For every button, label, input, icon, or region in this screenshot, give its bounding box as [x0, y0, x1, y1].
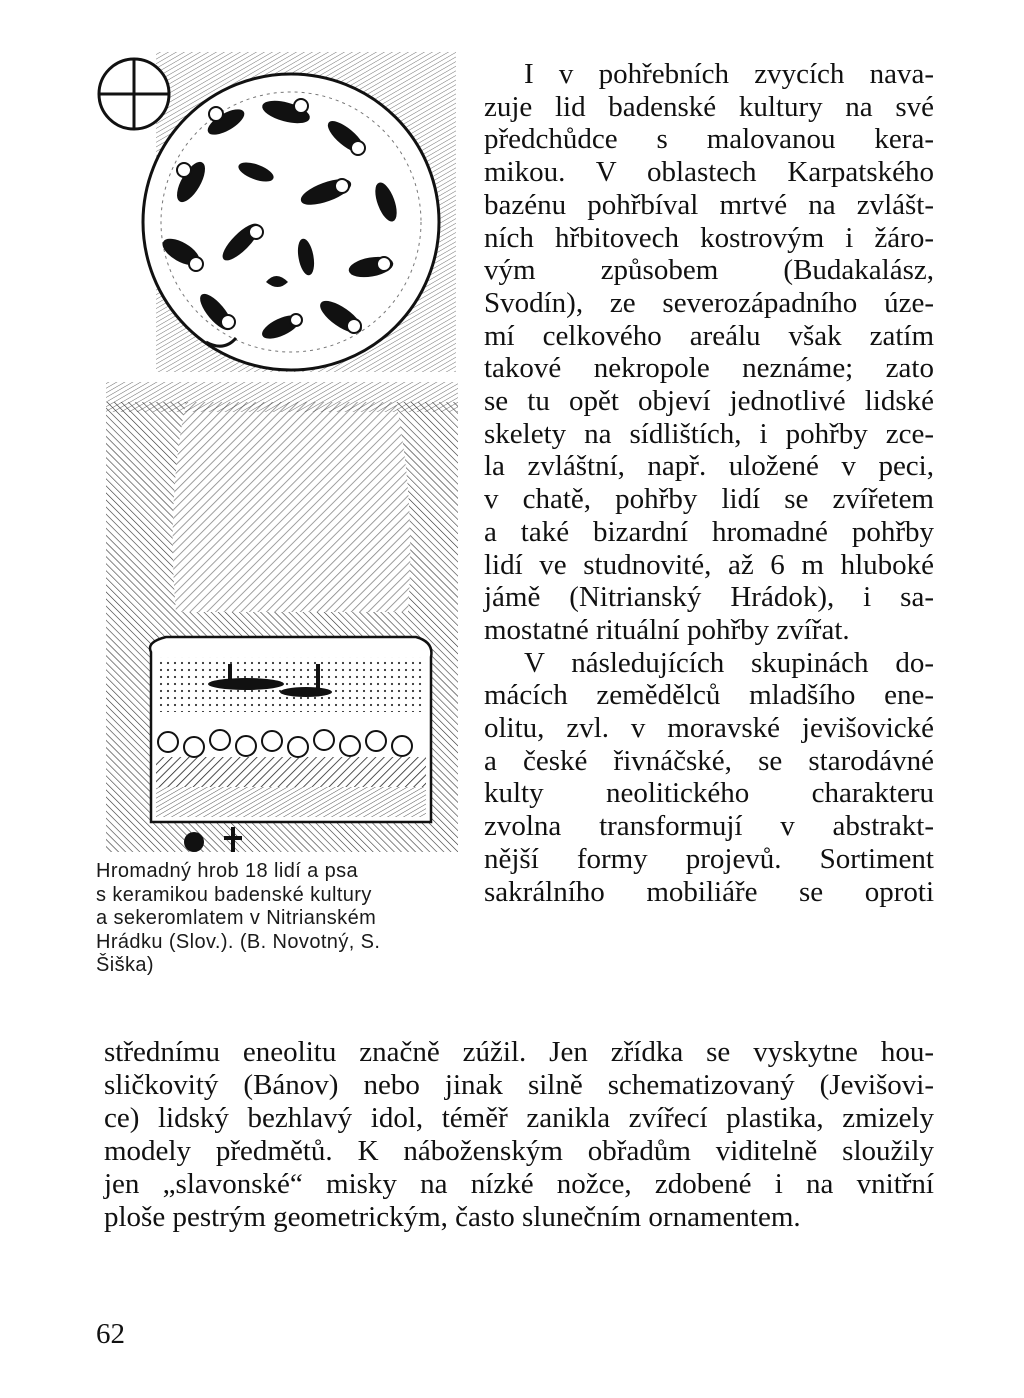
text-line: modely předmětů. K náboženským obřadům viditelně sloužily — [104, 1135, 934, 1167]
text-line: sličkovitý (Bánov) nebo jinak silně schematizovaný (Jevišovi- — [104, 1069, 934, 1101]
text-line: a také bizardní hromadné pohřby — [484, 515, 934, 548]
body-text-full-width — [104, 1036, 934, 1234]
pit-section — [106, 382, 458, 852]
text-line: jen „slavonské“ misky na nízké nožce, zdobené i na vnitřní — [104, 1168, 934, 1200]
text-line: ce) lidský bezhlavý idol, téměř zanikla zvířecí plastika, zmizely — [104, 1102, 934, 1134]
text-line: ploše pestrým geometrickým, často slunečním ornamentem. — [104, 1201, 801, 1233]
text-line: Svodín), ze severozápadního úze- — [484, 286, 934, 319]
text-line: jámě (Nitrianský Hrádok), i sa- — [484, 581, 934, 614]
caption-line: s keramikou badenské kultury — [96, 883, 372, 906]
text-line: olitu, zvl. v moravské jevišovické — [484, 712, 934, 745]
text-line: a české řivnáčské, se starodávné — [484, 744, 934, 777]
mass-grave-illustration — [96, 52, 468, 852]
caption-line: a sekeromlatem v Nitrianském — [96, 907, 377, 929]
text-line: sakrálního mobiliáře se oproti — [484, 875, 934, 908]
text-line: mostatné rituální pohřby zvířat. — [484, 613, 850, 646]
figure-caption — [96, 860, 468, 978]
text-line: nější formy projevů. Sortiment — [484, 842, 934, 875]
text-line: takové nekropole neznáme; zato — [484, 352, 934, 385]
text-line: v chatě, pohřby lidí se zvířetem — [484, 483, 934, 516]
text-line: mí celkového areálu však zatím — [484, 319, 934, 352]
text-line: zvolna transformují v abstrakt- — [484, 810, 934, 843]
text-line: I v pohřebních zvycích nava- — [524, 58, 934, 90]
text-line: předchůdce s malovanou kera- — [484, 123, 934, 156]
text-line: la zvláštní, např. uložené v peci, — [484, 450, 934, 483]
body-text-column — [484, 58, 934, 908]
text-line: lidí ve studnovité, až 6 m hluboké — [484, 548, 934, 581]
text-line: ních hřbitovech kostrovým i žáro- — [484, 221, 934, 254]
text-line: bazénu pohřbíval mrtvé na zvlášt- — [484, 188, 934, 221]
caption-line: Hromadný hrob 18 lidí a psa — [96, 860, 359, 882]
text-line: zuje lid badenské kultury na své — [484, 90, 934, 123]
caption-line: Hrádku (Slov.). (B. Novotný, S. — [96, 930, 381, 953]
text-line: kulty neolitického charakteru — [484, 777, 934, 810]
text-line: mácích zemědělců mladšího ene- — [484, 679, 934, 712]
pit-plan-circle — [143, 74, 439, 370]
text-line: se tu opět objeví jednotlivé lidské — [484, 385, 934, 418]
text-line: vým způsobem (Budakalász, — [484, 254, 934, 287]
text-line: mikou. V oblastech Karpatského — [484, 156, 934, 189]
text-line: střednímu eneolitu značně zúžil. Jen zřídka se vyskytne hou- — [104, 1036, 934, 1068]
sun-cross-icon — [99, 59, 169, 129]
caption-line: Šiška) — [96, 954, 154, 976]
page-number: 62 — [96, 1318, 125, 1350]
text-line: V následujících skupinách do- — [524, 646, 934, 679]
text-line: skelety na sídlištích, i pohřby zce- — [484, 417, 934, 450]
